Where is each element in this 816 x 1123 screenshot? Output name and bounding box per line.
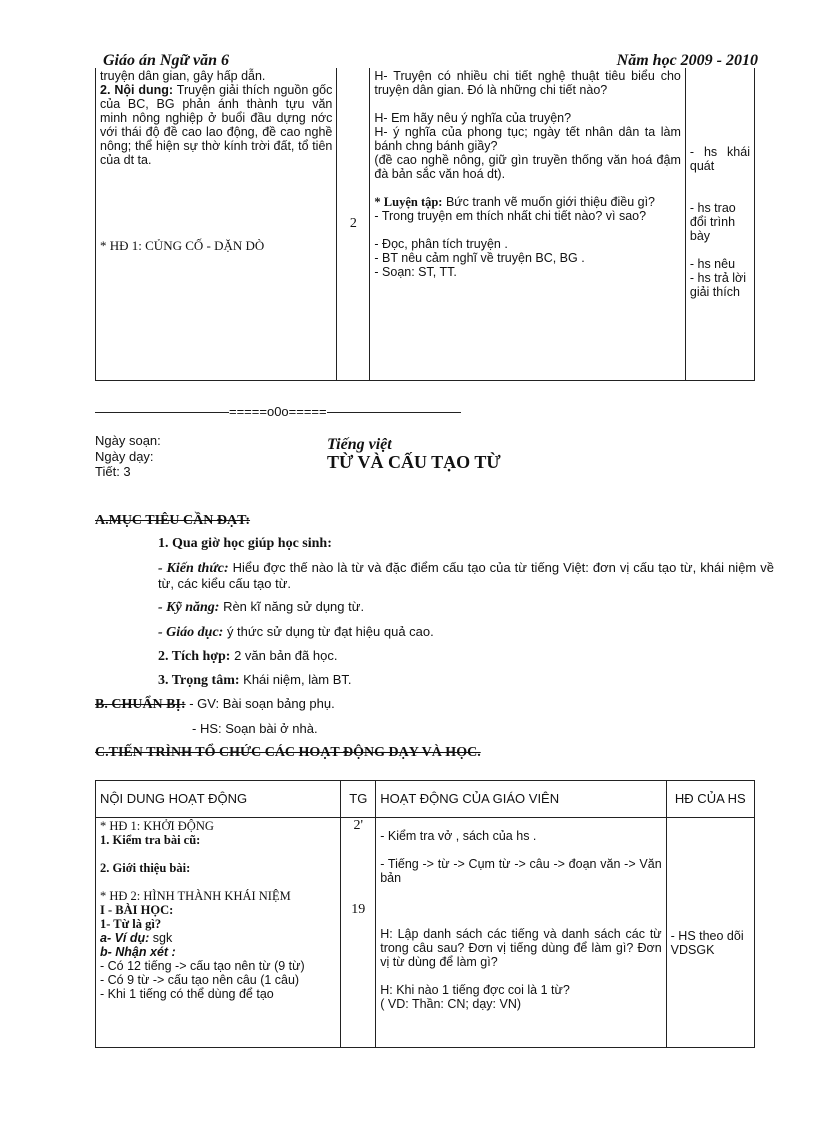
ngay-day: Ngày dạy: <box>95 449 154 464</box>
header-right: Năm học 2009 - 2010 <box>616 52 758 69</box>
teacher-column <box>376 818 666 1048</box>
nhan-xet: b- Nhận xét : <box>100 945 176 959</box>
trong-tam: 3. Trọng tâm: Khái niệm, làm BT. <box>158 672 352 688</box>
note-3: - Khi 1 tiếng có thể dùng để tạo <box>100 987 274 1001</box>
subject-label: Tiếng việt <box>327 436 392 453</box>
content-column <box>96 818 341 1048</box>
hd-cung-co: * HĐ 1: CỦNG CỐ - DẶN DÒ <box>100 238 265 253</box>
teacher-activity-1: - Kiểm tra vở , sách của hs . <box>380 829 537 843</box>
student-activity-3: - hs nêu <box>689 257 736 271</box>
table-header: NỘI DUNG HOẠT ĐỘNG <box>96 781 341 818</box>
section-divider: =====o0o===== <box>95 404 505 419</box>
note-2: - Có 9 từ -> cấu tạo nên câu (1 câu) <box>100 973 300 987</box>
kiem-tra-bai-cu: 1. Kiểm tra bài cũ: <box>100 833 201 847</box>
giao-duc: - Giáo dục: ý thức sử dụng từ đạt hiệu quả cao. <box>158 624 434 640</box>
time-value: 2 <box>349 216 357 232</box>
section-c-heading: C.TIẾN TRÌNH TỔ CHỨC CÁC HOẠT ĐỘNG DẠY VÀ HỌC. <box>95 745 481 760</box>
teacher-column <box>370 68 685 380</box>
table-header: HOẠT ĐỘNG CỦA GIÁO VIÊN <box>376 781 666 818</box>
objective-1: 1. Qua giờ học giúp học sinh: <box>158 536 332 551</box>
kien-thuc: - Kiến thức: Hiểu đợc thế nào là từ và đặc điểm cấu tạo của từ tiếng Việt: đơn vị cấu tạo từ, khái niệm về từ, các kiểu cấu tạo từ. <box>158 560 774 591</box>
header-left: Giáo án Ngữ văn 6 <box>103 52 230 69</box>
hd-khoi-dong: * HĐ 1: KHỞI ĐỘNG <box>100 819 214 833</box>
tich-hop: 2. Tích hợp: 2 văn bản đã học. <box>158 648 338 664</box>
task-2: - BT nêu cảm nghĩ về truyện BC, BG . <box>374 251 585 265</box>
student-activity-2: - hs trao đổi trình bày <box>689 201 736 243</box>
ngay-soan: Ngày soạn: <box>95 433 161 448</box>
section-b-hs: - HS: Soạn bài ở nhà. <box>192 721 318 736</box>
hd-hinh-thanh: * HĐ 2: HÌNH THÀNH KHÁI NIỆM <box>100 889 291 903</box>
teacher-question-2: H: Khi nào 1 tiếng đợc coi là 1 từ? <box>380 983 570 997</box>
teacher-question-1: H: Lập danh sách các tiếng và danh sách các từ trong câu sau? Đơn vị tiếng dùng để làm gì? Đơn vị từ dùng để làm gì? <box>380 927 662 969</box>
student-column <box>685 68 754 380</box>
time-value: 19 <box>351 902 366 917</box>
answer-note: (đề cao nghề nông, giữ gìn truyền thống văn hoá đậm đà bản sắc văn hoá dt). <box>374 153 681 181</box>
question-3: H- ý nghĩa của phong tục; ngày tết nhân dân ta làm bánh chng bánh giầy? <box>374 125 681 153</box>
student-column <box>666 818 754 1048</box>
table-header: TG <box>341 781 376 818</box>
gioi-thieu-bai: 2. Giới thiệu bài: <box>100 861 191 875</box>
content-column <box>96 68 337 380</box>
teacher-example: ( VD: Thần: CN; dạy: VN) <box>380 997 522 1011</box>
ky-nang: - Kỹ năng: Rèn kĩ năng sử dụng từ. <box>158 599 365 615</box>
teacher-activity-2: - Tiếng -> từ -> Cụm từ -> câu -> đoạn văn -> Văn bản <box>380 857 662 885</box>
tu-la-gi: 1- Từ là gì? <box>100 917 162 931</box>
lesson-table-top <box>95 68 755 381</box>
luyen-tap: * Luyện tập: Bức tranh vẽ muốn giới thiệu điều gì? <box>374 195 656 209</box>
student-activity-1: - hs khái quát <box>689 145 750 173</box>
student-activity-1: - HS theo dõi VDSGK <box>670 929 744 957</box>
task-3: - Soạn: ST, TT. <box>374 265 457 279</box>
section-a-heading: A.MỤC TIÊU CẦN ĐẠT: <box>95 513 251 528</box>
noi-dung-paragraph: 2. Nội dung: Truyện giải thích nguồn gốc của BC, BG phản ánh thành tựu văn minh nông nghiệp ở buổi đầu dựng nớc với thái độ đề cao lao động, đề cao nghề nông; thể hiện sự thờ kính trời đất, tổ tiên của dt ta. <box>100 83 333 167</box>
time-column <box>337 68 370 380</box>
lesson-table-bottom <box>95 780 755 1048</box>
table-header: HĐ CỦA HS <box>666 781 754 818</box>
note-1: - Có 12 tiếng -> cấu tạo nên từ (9 từ) <box>100 959 305 973</box>
question-4: - Trong truyện em thích nhất chi tiết nào? vì sao? <box>374 209 647 223</box>
task-1: - Đọc, phân tích truyện . <box>374 237 508 251</box>
vi-du: a- Ví dụ: sgk <box>100 931 173 945</box>
cell-text: truyện dân gian, gây hấp dẫn. <box>100 69 266 83</box>
section-b: B. CHUẨN BỊ: - GV: Bài soạn bảng phụ. <box>95 696 335 712</box>
tiet: Tiết: 3 <box>95 464 131 479</box>
bai-hoc: I - BÀI HỌC: <box>100 903 174 917</box>
time-value: 2' <box>353 818 364 833</box>
student-activity-4: - hs trả lời giải thích <box>689 271 746 299</box>
question-2: H- Em hãy nêu ý nghĩa của truyện? <box>374 111 572 125</box>
question-1: H- Truyện có nhiều chi tiết nghệ thuật tiêu biểu cho truyện dân gian. Đó là những chi tiết nào? <box>374 69 681 97</box>
time-column <box>341 818 376 1048</box>
lesson-title: TỪ VÀ CẤU TẠO TỪ <box>327 452 501 472</box>
